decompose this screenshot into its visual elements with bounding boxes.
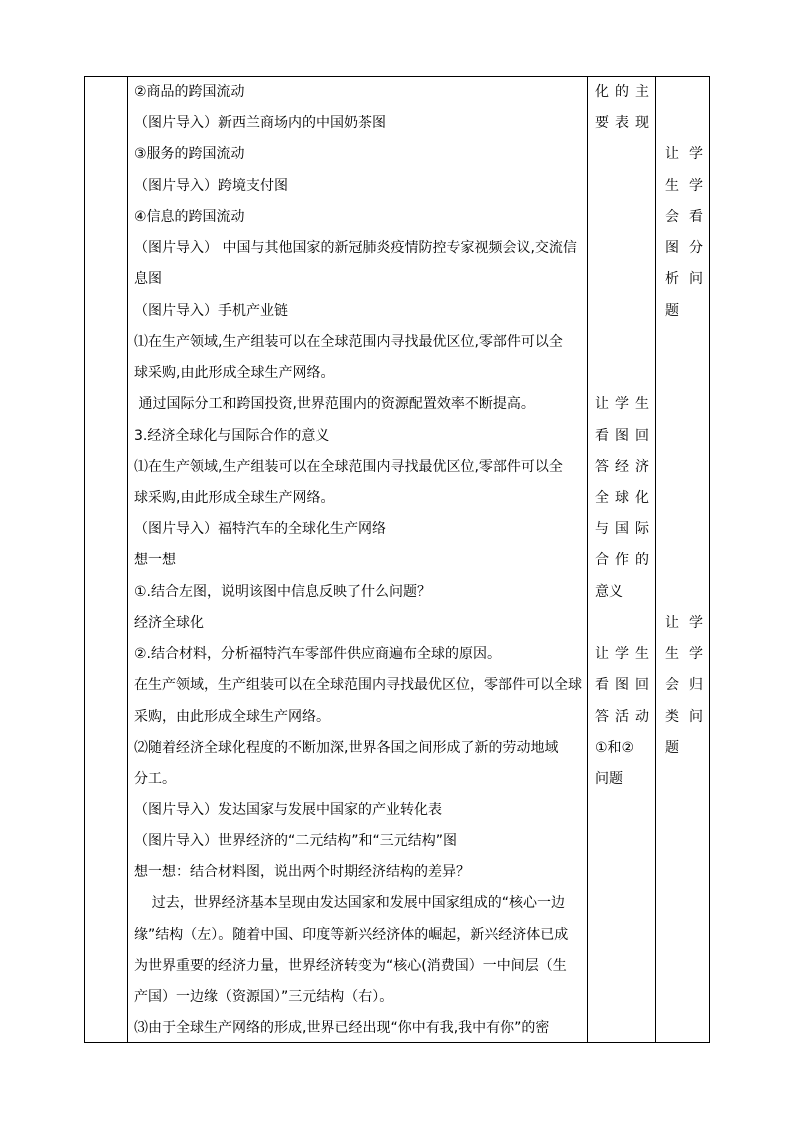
content-line: 分工。 — [134, 771, 176, 787]
content-line: （图片导入）福特汽车的全球化生产网络 — [134, 521, 386, 537]
content-line: （图片导入）新西兰商场内的中国奶茶图 — [134, 115, 386, 131]
activity-line: 看图回 — [595, 428, 649, 444]
section-heading: 3.经济全球化与国际合作的意义 — [134, 428, 330, 444]
activity-line: 答经济 — [595, 459, 649, 475]
intent-line: 生学 — [665, 178, 703, 194]
intent-line: 题 — [665, 740, 679, 756]
intent-line: 类问 — [665, 709, 703, 725]
activity-line: 让学生 — [595, 646, 649, 662]
content-line: ⑴在生产领域,生产组装可以在全球范围内寻找最优区位,零部件可以全 — [134, 334, 563, 350]
table-border-top — [84, 76, 710, 77]
content-line: 通过国际分工和跨国投资,世界范围内的资源配置效率不断提高。 — [134, 396, 535, 412]
intent-line: 题 — [665, 303, 679, 319]
content-line: （图片导入）跨境支付图 — [134, 178, 288, 194]
intent-line: 会看 — [665, 209, 703, 225]
activity-line: 化的主 — [595, 84, 649, 100]
content-line: 想一想 — [134, 552, 176, 568]
content-line: 缘”结构（左）。随着中国、印度等新兴经济体的崛起，新兴经济体已成 — [134, 927, 569, 943]
content-line: ⑵随着经济全球化程度的不断加深,世界各国之间形成了新的劳动地域 — [134, 740, 559, 756]
column-divider-2 — [587, 76, 588, 1043]
column-divider-1 — [127, 76, 128, 1043]
content-line: ③服务的跨国流动 — [134, 146, 245, 162]
intent-line: 会归 — [665, 677, 703, 693]
column-divider-3 — [655, 76, 656, 1043]
content-line: 想一想：结合材料图，说出两个时期经济结构的差异？ — [134, 864, 470, 880]
content-line: 采购，由此形成全球生产网络。 — [134, 709, 330, 725]
content-line: 息图 — [134, 271, 162, 287]
content-line: ②商品的跨国流动 — [134, 84, 245, 100]
intent-line: 让学 — [665, 146, 703, 162]
content-line: ④信息的跨国流动 — [134, 209, 245, 225]
intent-line: 生学 — [665, 646, 703, 662]
content-line: ⑶由于全球生产网络的形成,世界已经出现“你中有我,我中有你”的密 — [134, 1020, 550, 1036]
table-border-right — [709, 76, 710, 1043]
content-line: 经济全球化 — [134, 615, 204, 631]
activity-line: 让学生 — [595, 396, 649, 412]
content-line: （图片导入）发达国家与发展中国家的产业转化表 — [134, 802, 442, 818]
content-line: 为世界重要的经济力量，世界经济转变为“核心(消费国）一中间层（生 — [134, 958, 567, 974]
content-line: ②.结合材料，分析福特汽车零部件供应商遍布全球的原因。 — [134, 646, 501, 662]
intent-line: 让学 — [665, 615, 703, 631]
activity-line: 看图回 — [595, 677, 649, 693]
content-line: 过去，世界经济基本呈现由发达国家和发展中国家组成的“核心一边 — [134, 895, 566, 911]
activity-line: ①和② — [595, 740, 635, 756]
activity-line: 问题 — [595, 771, 623, 787]
intent-line: 析问 — [665, 271, 703, 287]
content-line: 产国）一边缘（资源国）”三元结构（右）。 — [134, 989, 394, 1005]
activity-line: 要表现 — [595, 115, 649, 131]
table-border-left — [84, 76, 85, 1043]
activity-line: 全球化 — [595, 490, 649, 506]
activity-line: 答活动 — [595, 709, 649, 725]
activity-line: 意义 — [595, 584, 623, 600]
intent-line: 图分 — [665, 240, 703, 256]
table-border-bottom — [84, 1042, 710, 1043]
content-line: ⑴在生产领域,生产组装可以在全球范围内寻找最优区位,零部件可以全 — [134, 459, 563, 475]
content-line: （图片导入） 中国与其他国家的新冠肺炎疫情防控专家视频会议,交流信 — [134, 240, 577, 256]
content-line: 球采购,由此形成全球生产网络。 — [134, 365, 335, 381]
content-line: 在生产领域，生产组装可以在全球范围内寻找最优区位，零部件可以全球 — [134, 677, 582, 693]
content-line: （图片导入）世界经济的“二元结构”和“三元结构”图 — [134, 833, 458, 849]
activity-line: 合作的 — [595, 552, 649, 568]
content-line: 球采购,由此形成全球生产网络。 — [134, 490, 335, 506]
activity-line: 与国际 — [595, 521, 649, 537]
content-line: ①.结合左图，说明该图中信息反映了什么问题？ — [134, 584, 431, 600]
content-line: （图片导入）手机产业链 — [134, 303, 288, 319]
